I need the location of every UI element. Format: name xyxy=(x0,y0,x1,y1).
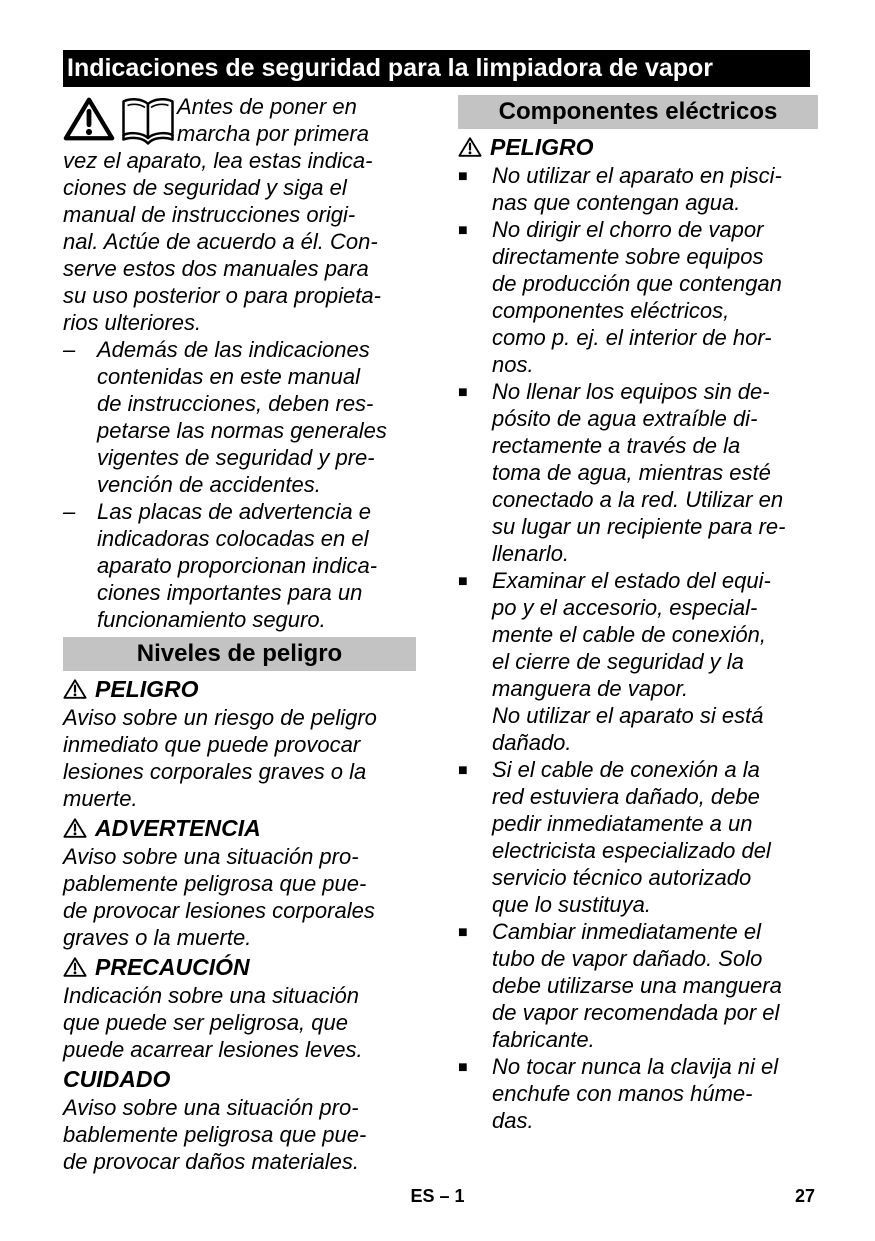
danger-level-label: PELIGRO xyxy=(490,134,594,160)
text-line: Cambiar inmediatamente el xyxy=(492,919,762,944)
intro-icons xyxy=(63,93,177,147)
text-line: vez el aparato, lea estas indica- xyxy=(63,148,373,173)
text-line: funcionamiento seguro. xyxy=(97,607,326,632)
text-line: que puede ser peligrosa, que xyxy=(63,1010,348,1035)
read-manual-book-icon xyxy=(119,95,177,147)
section-header-niveles-de-peligro: Niveles de peligro xyxy=(63,637,416,671)
text-line: Las placas de advertencia e xyxy=(97,499,371,524)
danger-level-label: PRECAUCIÓN xyxy=(95,954,250,980)
danger-heading-precaución xyxy=(63,952,416,982)
danger-level-description xyxy=(63,704,416,812)
warning-triangle-icon xyxy=(63,956,87,978)
text-line: manual de instrucciones origi- xyxy=(63,202,356,227)
list-item-text xyxy=(492,378,818,567)
text-line: No utilizar el aparato si está xyxy=(492,703,764,728)
text-line: de provocar lesiones corporales xyxy=(63,898,375,923)
text-line: graves o la muerte. xyxy=(63,925,252,950)
list-item xyxy=(458,162,818,216)
warning-triangle-icon xyxy=(63,95,115,143)
text-line: de producción que contengan xyxy=(492,271,782,296)
list-item-text xyxy=(492,162,818,216)
text-line: marcha por primera xyxy=(177,121,369,146)
danger-heading-peligro xyxy=(458,132,818,162)
intro-paragraph xyxy=(63,93,416,336)
text-line: manguera de vapor. xyxy=(492,676,689,701)
text-line: nas que contengan agua. xyxy=(492,190,741,215)
text-line: Si el cable de conexión a la xyxy=(492,757,760,782)
left-column xyxy=(63,93,416,1175)
text-line: componentes eléctricos, xyxy=(492,298,730,323)
text-line: fabricante. xyxy=(492,1027,595,1052)
list-item xyxy=(458,756,818,918)
danger-heading-peligro xyxy=(63,674,416,704)
text-line: mente el cable de conexión, xyxy=(492,622,766,647)
dash-marker: – xyxy=(63,499,76,524)
danger-level-description xyxy=(63,843,416,951)
text-line: lesiones corporales graves o la xyxy=(63,759,367,784)
danger-level-description xyxy=(63,1094,416,1175)
general-notes-list xyxy=(63,336,416,633)
text-line: indicadoras colocadas en el xyxy=(97,526,369,551)
text-line: puede acarrear lesiones leves. xyxy=(63,1037,363,1062)
text-line: No tocar nunca la clavija ni el xyxy=(492,1054,779,1079)
warning-triangle-icon xyxy=(63,678,87,700)
text-line: rios ulteriores. xyxy=(63,310,202,335)
list-item-text xyxy=(97,336,416,498)
text-line: Además de las indicaciones xyxy=(97,337,370,362)
text-line: pósito de agua extraíble di- xyxy=(492,406,758,431)
text-line: No utilizar el aparato en pisci- xyxy=(492,163,782,188)
warning-triangle-icon xyxy=(63,817,87,839)
section-header-componentes-electricos: Componentes eléctricos xyxy=(458,95,818,129)
list-item-text xyxy=(492,567,818,756)
text-line: toma de agua, mientras esté xyxy=(492,460,771,485)
text-line: su lugar un recipiente para re- xyxy=(492,514,786,539)
text-line: debe utilizarse una manguera xyxy=(492,973,782,998)
text-line: electricista especializado del xyxy=(492,838,771,863)
list-item xyxy=(458,378,818,567)
danger-level-label: PELIGRO xyxy=(95,676,199,702)
text-line: das. xyxy=(492,1108,534,1133)
text-line: contenidas en este manual xyxy=(97,364,360,389)
danger-level-description xyxy=(63,982,416,1063)
list-item xyxy=(63,498,416,633)
text-line: de instrucciones, deben res- xyxy=(97,391,374,416)
text-line: de provocar daños materiales. xyxy=(63,1149,359,1174)
danger-levels xyxy=(63,674,416,1175)
text-line: inmediato que puede provocar xyxy=(63,732,361,757)
text-line: Aviso sobre una situación pro- xyxy=(63,844,359,869)
footer-page-code: ES – 1 xyxy=(410,1186,465,1206)
text-line: enchufe con manos húme- xyxy=(492,1081,753,1106)
text-line: Antes de poner en xyxy=(177,94,357,119)
square-bullet-marker: ■ xyxy=(458,1059,468,1076)
text-line: pedir inmediatamente a un xyxy=(492,811,753,836)
two-column-layout xyxy=(63,93,823,1175)
electrical-safety-list xyxy=(458,162,818,1134)
text-line: red estuviera dañado, debe xyxy=(492,784,760,809)
square-bullet-marker: ■ xyxy=(458,384,468,401)
text-line: serve estos dos manuales para xyxy=(63,256,369,281)
square-bullet-marker: ■ xyxy=(458,924,468,941)
dash-marker: – xyxy=(63,337,76,362)
text-line: vigentes de seguridad y pre- xyxy=(97,445,375,470)
footer-page-number: 27 xyxy=(794,1186,815,1206)
page-title: Indicaciones de seguridad para la limpiadora de vapor xyxy=(63,50,810,87)
list-item-text xyxy=(492,918,818,1053)
text-line: vención de accidentes. xyxy=(97,472,321,497)
text-line: como p. ej. el interior de hor- xyxy=(492,325,772,350)
list-item xyxy=(458,918,818,1053)
text-line: nos. xyxy=(492,352,534,377)
warning-triangle-icon xyxy=(458,136,482,158)
danger-heading-advertencia xyxy=(63,813,416,843)
list-item-text xyxy=(97,498,416,633)
text-line: po y el accesorio, especial- xyxy=(492,595,758,620)
list-item xyxy=(458,567,818,756)
list-item xyxy=(63,336,416,498)
text-line: ciones de seguridad y siga el xyxy=(63,175,347,200)
square-bullet-marker: ■ xyxy=(458,573,468,590)
text-line: dañado. xyxy=(492,730,572,755)
text-line: tubo de vapor dañado. Solo xyxy=(492,946,763,971)
text-line: el cierre de seguridad y la xyxy=(492,649,744,674)
text-line: rectamente a través de la xyxy=(492,433,741,458)
right-column xyxy=(458,93,818,1175)
danger-level-label: ADVERTENCIA xyxy=(95,815,261,841)
square-bullet-marker: ■ xyxy=(458,222,468,239)
danger-heading-cuidado xyxy=(63,1064,416,1094)
text-line: aparato proporcionan indica- xyxy=(97,553,378,578)
text-line: bablemente peligrosa que pue- xyxy=(63,1122,367,1147)
text-line: que lo sustituya. xyxy=(492,892,651,917)
text-line: Aviso sobre una situación pro- xyxy=(63,1095,359,1120)
danger-level-label: CUIDADO xyxy=(63,1066,171,1092)
text-line: petarse las normas generales xyxy=(97,418,387,443)
text-line: conectado a la red. Utilizar en xyxy=(492,487,784,512)
text-line: Indicación sobre una situación xyxy=(63,983,359,1008)
text-line: de vapor recomendada por el xyxy=(492,1000,780,1025)
text-line: Examinar el estado del equi- xyxy=(492,568,771,593)
text-line: pablemente peligrosa que pue- xyxy=(63,871,367,896)
list-item xyxy=(458,216,818,378)
text-line: Aviso sobre un riesgo de peligro xyxy=(63,705,377,730)
text-line: llenarlo. xyxy=(492,541,570,566)
square-bullet-marker: ■ xyxy=(458,168,468,185)
text-line: nal. Actúe de acuerdo a él. Con- xyxy=(63,229,378,254)
text-line: No dirigir el chorro de vapor xyxy=(492,217,764,242)
square-bullet-marker: ■ xyxy=(458,762,468,779)
list-item-text xyxy=(492,216,818,378)
text-line: No llenar los equipos sin de- xyxy=(492,379,770,404)
text-line: servicio técnico autorizado xyxy=(492,865,752,890)
text-line: su uso posterior o para propieta- xyxy=(63,283,381,308)
text-line: directamente sobre equipos xyxy=(492,244,764,269)
text-line: muerte. xyxy=(63,786,138,811)
list-item xyxy=(458,1053,818,1134)
text-line: ciones importantes para un xyxy=(97,580,363,605)
list-item-text xyxy=(492,1053,818,1134)
list-item-text xyxy=(492,756,818,918)
